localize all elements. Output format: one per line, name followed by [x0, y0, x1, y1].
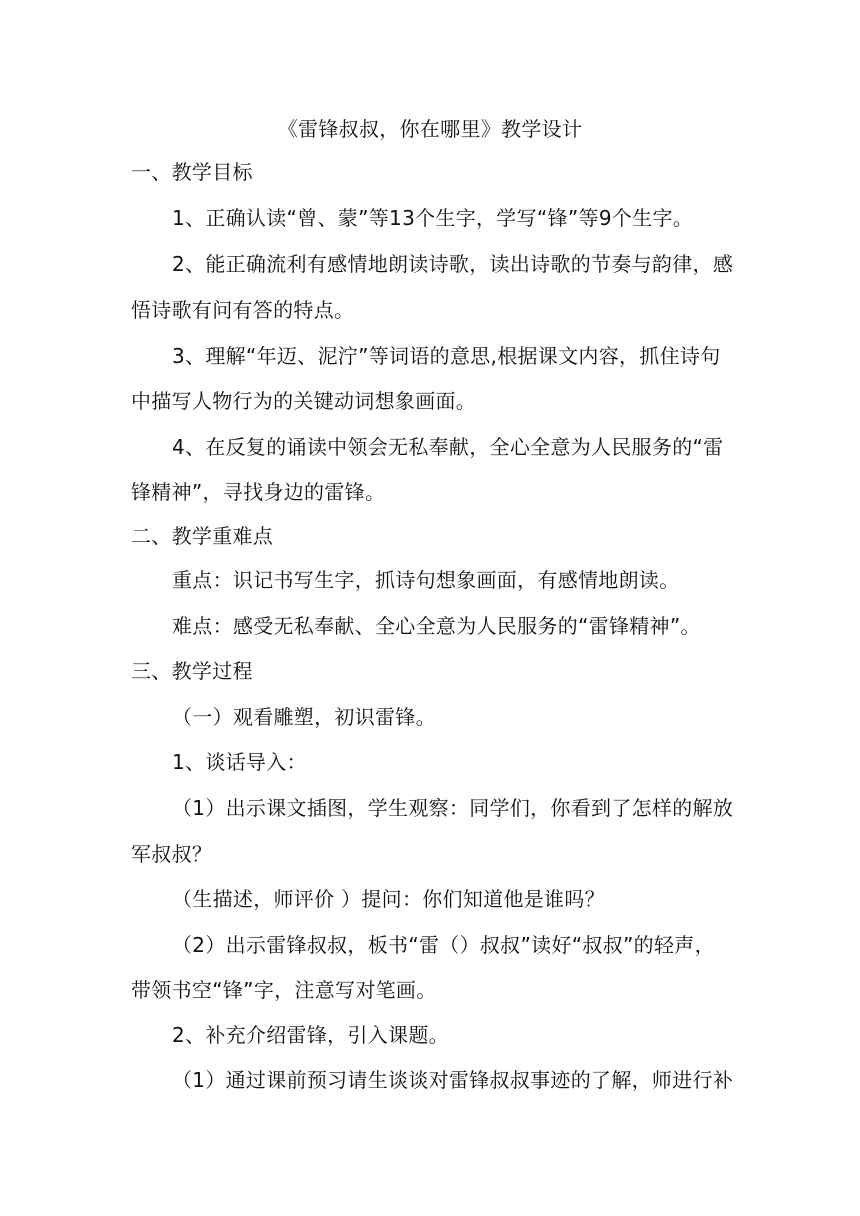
paragraph-line: （生描述，师评价 ）提问：你们知道他是谁吗？: [172, 887, 605, 911]
paragraph-line: 带领书空“锋”字，注意写对笔画。: [131, 978, 437, 1002]
paragraph-line: 1、正确认读“曾、蒙”等13个生字，学写“锋”等9个生字。: [172, 206, 694, 230]
paragraph-line: 中描写人物行为的关键动词想象画面。: [131, 389, 477, 413]
paragraph-line: 4、在反复的诵读中领会无私奉献，全心全意为人民服务的“雷: [172, 435, 724, 459]
paragraph-line: （1）通过课前预习请生谈谈对雷锋叔叔事迹的了解，师进行补: [172, 1068, 734, 1092]
paragraph-line: 2、能正确流利有感情地朗读诗歌，读出诗歌的节奏与韵律，感: [172, 252, 734, 276]
paragraph-line: 军叔叔？: [131, 842, 213, 866]
paragraph-line: 难点：感受无私奉献、全心全意为人民服务的“雷锋精神”。: [172, 614, 701, 638]
paragraph-line: 1、谈话导入：: [172, 750, 307, 774]
document-title: 《雷锋叔叔，你在哪里》教学设计: [277, 117, 583, 141]
section-heading-teaching-goals: 一、教学目标: [131, 160, 253, 184]
paragraph-line: （2）出示雷锋叔叔，板书“雷（）叔叔”读好“叔叔”的轻声，: [172, 933, 715, 957]
paragraph-line: （一）观看雕塑，初识雷锋。: [172, 705, 436, 729]
section-heading-teaching-process: 三、教学过程: [131, 659, 253, 683]
paragraph-line: 锋精神”，寻找身边的雷锋。: [131, 480, 386, 504]
paragraph-line: 重点：识记书写生字，抓诗句想象画面，有感情地朗读。: [172, 568, 680, 592]
paragraph-line: （1）出示课文插图，学生观察：同学们，你看到了怎样的解放: [172, 796, 734, 820]
paragraph-line: 2、补充介绍雷锋，引入课题。: [172, 1023, 449, 1047]
section-heading-key-points: 二、教学重难点: [131, 524, 274, 548]
paragraph-line: 悟诗歌有问有答的特点。: [131, 298, 355, 322]
paragraph-line: 3、理解“年迈、泥泞”等词语的意思,根据课文内容，抓住诗句: [172, 344, 721, 368]
